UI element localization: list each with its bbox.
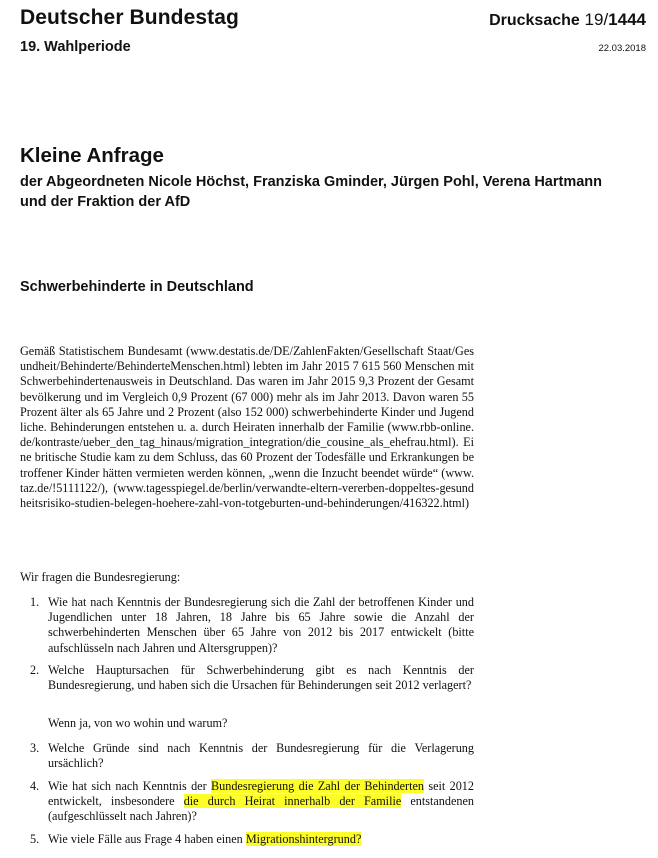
authors: der Abgeordneten Nicole Höchst, Franziska Gminder, Jürgen Pohl, Verena Hartmann und der Fraktion der AfD — [20, 174, 603, 210]
header-right — [489, 8, 646, 55]
doc-number-prefix: 19/ — [584, 10, 609, 29]
question-text-part: Wie viele Fälle aus Frage 4 haben einen — [48, 832, 246, 846]
question-item — [20, 779, 474, 825]
question-number: 2. — [30, 663, 40, 677]
header-left — [20, 4, 239, 56]
question-subtext: Wenn ja, von wo wohin und warum? — [48, 716, 228, 730]
question-item — [20, 663, 474, 693]
question-lead: Wir fragen die Bundesregierung: — [20, 570, 181, 584]
highlighted-text: Bundesregierung die Zahl der Behinderten — [211, 779, 424, 793]
question-text-part: Wie hat sich nach Kenntnis der — [48, 779, 211, 793]
intro-paragraph: Gemäß Statistischem Bundesamt (www.destatis.de/DE/ZahlenFakten/Gesellschaft Staat/Gesundheit/Behinderte/BehinderteMenschen.html) lebten im Jahr 2015 7 615 560 Menschen mit Schwerbehindertenausweis in Deutschland. Das waren im Jahr 2015 9,3 Prozent der Gesamtbevölkerung und im Vergleich 0,9 Prozent (67 000) mehr als im Jahr 2013. Davon waren 55 Prozent älter als 65 Jahre und 2 Prozent (also 152 000) schwerbehinderte Kinder und Jugendliche. Behinderungen entstehen u. a. durch Heiraten innerhalb der Familie (www.rbb-online.de/kontraste/ueber_den_tag_hinaus/migration_integration/die_cousine_als_ehefrau.html). Eine britische Studie kam zu dem Schluss, das 60 Prozent der Todesfälle und Erkrankungen betroffener Kinder hätten vermieten werden können, „wenn die Inzucht beendet würde“ (www.taz.de/!5111122/), (www.tagesspiegel.de/berlin/verwandte-eltern-vererben-doppeltes-gesundheitsrisiko-studien-belegen-hoehere-zahl-von-totgeburten-und-behinderungen/416322.html) — [20, 344, 474, 511]
question-text-part: entstandenen (aufgeschlüsselt nach Jahren)? — [48, 794, 474, 824]
question-item — [20, 595, 474, 656]
question-number: 3. — [30, 741, 40, 755]
highlighted-text: die durch Heirat innerhalb der Familie — [183, 794, 402, 809]
doc-number: 1444 — [608, 10, 646, 29]
doc-number-label: Drucksache — [489, 12, 580, 29]
question-item — [20, 832, 474, 847]
legislative-period: 19. Wahlperiode — [20, 39, 131, 55]
question-text: Welche Hauptursachen für Schwerbehinderung gibt es nach Kenntnis der Bundesregierung, und haben sich die Ursachen für Behinderungen seit 2012 verlagert? — [48, 663, 474, 693]
question-text — [48, 832, 474, 847]
institution-name: Deutscher Bundestag — [20, 6, 239, 29]
question-text: Welche Gründe sind nach Kenntnis der Bundesregierung für die Verlagerung ursächlich? — [48, 741, 474, 771]
question-item — [20, 741, 474, 771]
document-title: Schwerbehinderte in Deutschland — [20, 279, 254, 295]
question-text: Wie hat nach Kenntnis der Bundesregierung sich die Zahl der betroffenen Kinder und Jugendlichen unter 18 Jahren, 18 Jahre bis 65 Jahre sowie die Anzahl der schwerbehinderten Menschen über 65 Jahre von 2012 bis 2017 entwickelt (bitte aufschlüsseln nach Jahren und Altersgruppen)? — [48, 595, 474, 655]
doc-number-line — [489, 8, 646, 33]
doc-date: 22.03.2018 — [598, 43, 646, 54]
question-number: 1. — [30, 595, 40, 609]
highlighted-text: Migrationshintergrund? — [245, 832, 362, 846]
question-text-part: seit 2012 entwickelt, insbesondere — [48, 779, 474, 809]
question-text — [48, 779, 474, 825]
question-number: 5. — [30, 832, 40, 846]
question-number: 4. — [30, 779, 40, 793]
document-type: Kleine Anfrage — [20, 144, 164, 167]
